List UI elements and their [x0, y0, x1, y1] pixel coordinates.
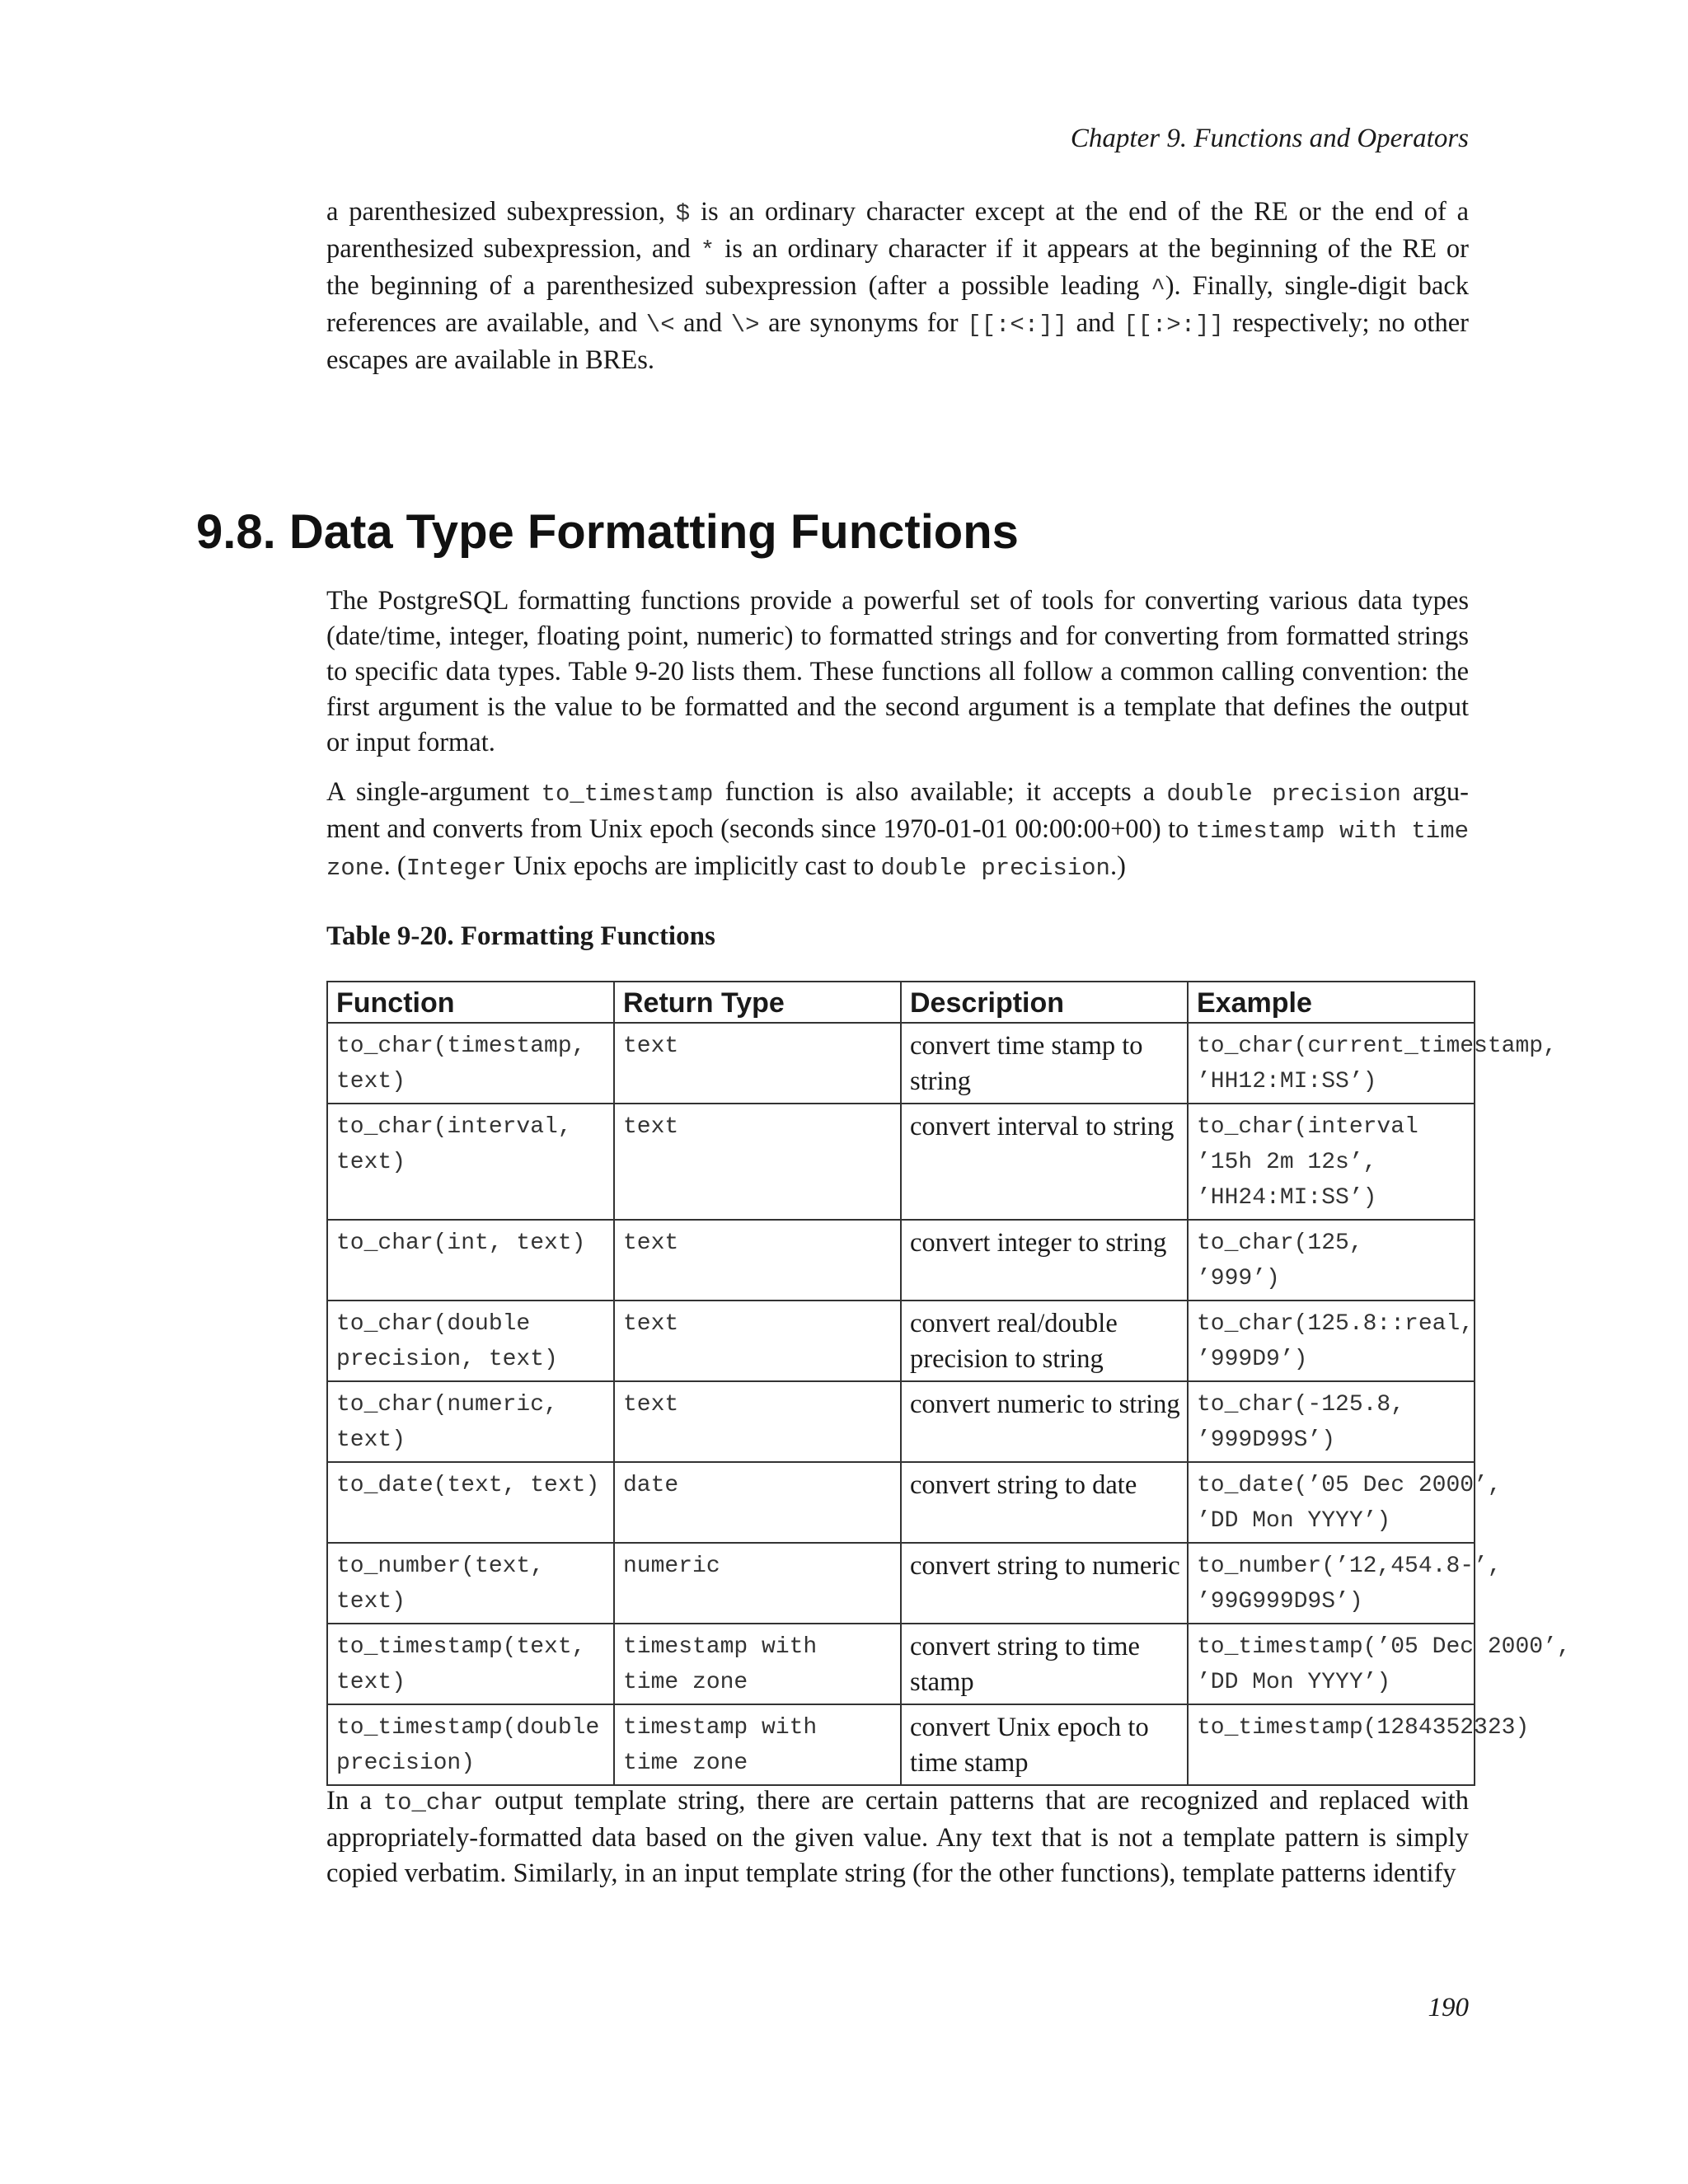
- function-cell: to_timestamp(double precision): [327, 1704, 614, 1785]
- example-cell: to_number(’12,454.8-’, ’99G999D9S’): [1188, 1543, 1475, 1624]
- inline-code: Integer: [406, 855, 507, 882]
- inline-code: [[:<:]]: [967, 312, 1068, 339]
- return-type-cell: numeric: [614, 1543, 901, 1624]
- inline-code: \>: [730, 312, 760, 339]
- description-cell: convert integer to string: [901, 1220, 1188, 1301]
- table-row: [327, 1462, 1475, 1543]
- function-cell: to_char(interval, text): [327, 1104, 614, 1220]
- table-row: [327, 1220, 1475, 1301]
- column-header-function: Function: [327, 982, 614, 1023]
- inline-code: double precision: [1166, 780, 1401, 808]
- description-cell: convert Unix epoch to time stamp: [901, 1704, 1188, 1785]
- example-cell: to_char(125.8::real, ’999D9’): [1188, 1301, 1475, 1381]
- return-type-cell: text: [614, 1104, 901, 1220]
- text-line: references are available, and \< and \> are synonyms for [[:<:]] and [[:>:]] respectively; no other: [326, 308, 1469, 339]
- description-cell: convert real/double precision to string: [901, 1301, 1188, 1381]
- text-line: first argument is the value to be formatted and the second argument is a template that defines the output: [326, 692, 1469, 722]
- return-type-cell: text: [614, 1301, 901, 1381]
- text-line: the beginning of a parenthesized subexpression (after a possible leading ^). Finally, single-digit back: [326, 271, 1469, 302]
- inline-code: zone: [326, 855, 384, 882]
- return-type-cell: date: [614, 1462, 901, 1543]
- column-header-example: Example: [1188, 982, 1475, 1023]
- text-line: ment and converts from Unix epoch (seconds since 1970-01-01 00:00:00+00) to timestamp with time: [326, 814, 1469, 845]
- table-header-row: [327, 982, 1475, 1023]
- table-row: [327, 1704, 1475, 1785]
- text-line: A single-argument to_timestamp function is also available; it accepts a double precision argu-: [326, 777, 1469, 808]
- description-cell: convert string to date: [901, 1462, 1188, 1543]
- example-cell: to_timestamp(1284352323): [1188, 1704, 1475, 1785]
- function-cell: to_date(text, text): [327, 1462, 614, 1543]
- function-cell: to_char(double precision, text): [327, 1301, 614, 1381]
- inline-code: timestamp with time: [1195, 818, 1469, 845]
- formatting-functions-table: [326, 981, 1571, 1786]
- inline-code: [[:>:]]: [1123, 312, 1224, 339]
- return-type-cell: text: [614, 1220, 901, 1301]
- formatting-intro-paragraph: [326, 583, 1469, 761]
- section-title: 9.8. Data Type Formatting Functions: [196, 505, 1019, 559]
- text-line: escapes are available in BREs.: [326, 345, 654, 375]
- example-cell: to_char(-125.8, ’999D99S’): [1188, 1381, 1475, 1462]
- description-cell: convert string to time stamp: [901, 1624, 1188, 1704]
- table-row: [327, 1624, 1475, 1704]
- text-line: The PostgreSQL formatting functions provide a powerful set of tools for converting various data types: [326, 586, 1469, 616]
- text-line: In a to_char output template string, there are certain patterns that are recognized and replaced with: [326, 1786, 1469, 1816]
- text-line: copied verbatim. Similarly, in an input template string (for the other functions), template patterns identify: [326, 1858, 1456, 1888]
- function-cell: to_char(int, text): [327, 1220, 614, 1301]
- example-cell: to_char(125, ’999’): [1188, 1220, 1475, 1301]
- page-number: 190: [1428, 1993, 1469, 2022]
- example-cell: to_timestamp(’05 Dec 2000’, ’DD Mon YYYY’): [1188, 1624, 1475, 1704]
- function-cell: to_char(timestamp, text): [327, 1023, 614, 1104]
- example-cell: to_date(’05 Dec 2000’, ’DD Mon YYYY’): [1188, 1462, 1475, 1543]
- return-type-cell: timestamp with time zone: [614, 1624, 901, 1704]
- text-line: (date/time, integer, floating point, numeric) to formatted strings and for converting from formatted strings: [326, 621, 1469, 651]
- text-line: or input format.: [326, 728, 495, 757]
- template-patterns-paragraph: [326, 1783, 1469, 1891]
- return-type-cell: text: [614, 1023, 901, 1104]
- inline-code: $: [675, 200, 691, 227]
- description-cell: convert string to numeric: [901, 1543, 1188, 1624]
- function-cell: to_char(numeric, text): [327, 1381, 614, 1462]
- description-cell: convert interval to string: [901, 1104, 1188, 1220]
- inline-code: \<: [645, 312, 675, 339]
- return-type-cell: text: [614, 1381, 901, 1462]
- intro-paragraph: [326, 194, 1469, 378]
- table-row: [327, 1381, 1475, 1462]
- running-head: Chapter 9. Functions and Operators: [1070, 124, 1469, 153]
- inline-code: to_timestamp: [541, 780, 714, 808]
- table-row: [327, 1543, 1475, 1624]
- text-line: zone. (Integer Unix epochs are implicitly cast to double precision.): [326, 851, 1126, 882]
- description-cell: convert numeric to string: [901, 1381, 1188, 1462]
- function-cell: to_number(text, text): [327, 1543, 614, 1624]
- table-row: [327, 1023, 1475, 1104]
- example-cell: to_char(interval ’15h 2m 12s’, ’HH24:MI:SS’): [1188, 1104, 1475, 1220]
- inline-code: *: [700, 237, 715, 265]
- inline-code: to_char: [382, 1789, 484, 1816]
- text-line: appropriately-formatted data based on the given value. Any text that is not a template pattern is simply: [326, 1823, 1469, 1853]
- function-cell: to_timestamp(text, text): [327, 1624, 614, 1704]
- text-line: parenthesized subexpression, and * is an ordinary character if it appears at the beginning of the RE or: [326, 234, 1469, 265]
- table-title: Table 9-20. Formatting Functions: [326, 921, 715, 951]
- table-row: [327, 1301, 1475, 1381]
- inline-code: ^: [1151, 274, 1165, 302]
- text-line: a parenthesized subexpression, $ is an ordinary character except at the end of the RE or the end of a: [326, 197, 1469, 227]
- table-row: [327, 1104, 1475, 1220]
- inline-code: double precision: [880, 855, 1110, 882]
- example-cell: to_char(current_timestamp, ’HH12:MI:SS’): [1188, 1023, 1475, 1104]
- column-header-return-type: Return Type: [614, 982, 901, 1023]
- text-line: to specific data types. Table 9-20 lists them. These functions all follow a common calling convention: the: [326, 657, 1469, 687]
- column-header-description: Description: [901, 982, 1188, 1023]
- to-timestamp-paragraph: [326, 775, 1469, 886]
- return-type-cell: timestamp with time zone: [614, 1704, 901, 1785]
- description-cell: convert time stamp to string: [901, 1023, 1188, 1104]
